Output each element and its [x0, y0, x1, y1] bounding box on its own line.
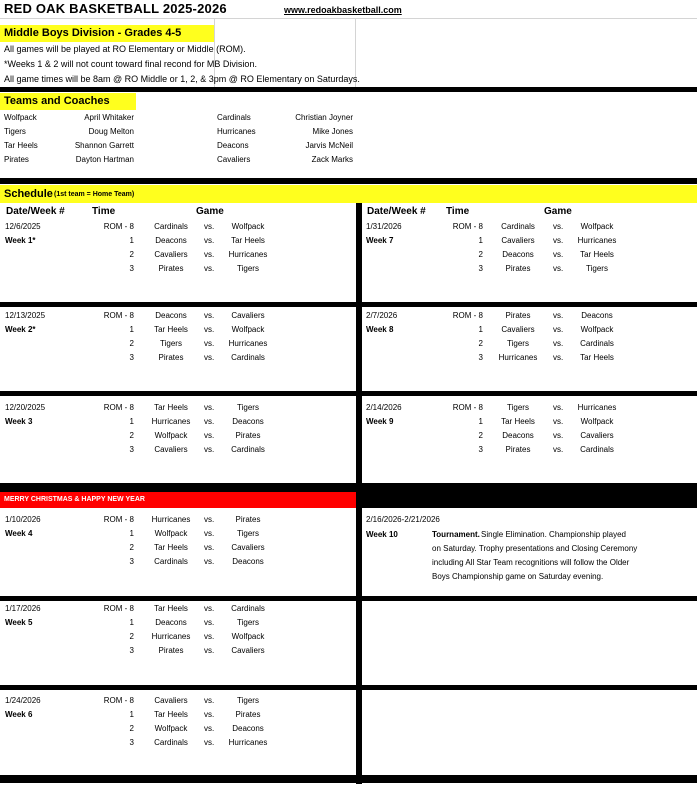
away-team: Hurricanes [577, 236, 617, 245]
vs-label: vs. [204, 632, 215, 641]
week-date: 12/6/2025 [5, 222, 41, 231]
away-team: Cardinals [580, 445, 614, 454]
week-label: Week 2* [5, 325, 36, 334]
game-time: ROM - 8 [452, 311, 483, 320]
away-team: Wolfpack [580, 222, 614, 231]
week-date: 12/13/2025 [5, 311, 46, 320]
note-1: All games will be played at RO Elementary or Middle (ROM). [4, 44, 246, 54]
week-date: 12/20/2025 [5, 403, 46, 412]
vs-label: vs. [204, 417, 215, 426]
away-team: Tigers [237, 618, 259, 627]
vs-label: vs. [204, 222, 215, 231]
game-time: 2 [478, 250, 483, 259]
away-team: Cavaliers [231, 311, 265, 320]
home-team: Pirates [158, 353, 184, 362]
vs-label: vs. [204, 696, 215, 705]
vs-label: vs. [553, 222, 564, 231]
week-separator [0, 391, 697, 396]
vs-label: vs. [204, 264, 215, 273]
week10-date: 2/16/2026-2/21/2026 [366, 515, 440, 524]
division-heading [0, 25, 214, 42]
vs-label: vs. [553, 353, 564, 362]
away-team: Hurricanes [577, 403, 617, 412]
vs-label: vs. [553, 250, 564, 259]
coach-name: Christian Joyner [295, 113, 353, 122]
home-team: Tigers [507, 339, 529, 348]
vs-label: vs. [204, 543, 215, 552]
home-team: Cavaliers [501, 325, 535, 334]
col-header-time: Time [92, 206, 116, 217]
game-time: 3 [129, 557, 134, 566]
week10-label: Week 10 [366, 530, 398, 539]
home-team: Deacons [155, 311, 187, 320]
week-date: 1/17/2026 [5, 604, 41, 613]
away-team: Tigers [586, 264, 608, 273]
team-name: Pirates [4, 155, 29, 164]
home-team: Pirates [505, 264, 531, 273]
home-team: Tar Heels [501, 417, 535, 426]
col-header-date: Date/Week # [367, 206, 426, 217]
away-team: Deacons [232, 557, 264, 566]
vs-label: vs. [553, 417, 564, 426]
home-team: Cardinals [154, 557, 188, 566]
game-time: ROM - 8 [452, 403, 483, 412]
week-date: 2/7/2026 [366, 311, 398, 320]
vs-label: vs. [553, 325, 564, 334]
holiday-banner [0, 492, 356, 508]
home-team: Wolfpack [154, 431, 188, 440]
home-team: Hurricanes [151, 632, 191, 641]
game-time: 3 [478, 264, 483, 273]
week-date: 1/31/2026 [366, 222, 402, 231]
col-header-date: Date/Week # [6, 206, 65, 217]
home-team: Hurricanes [151, 417, 191, 426]
vs-label: vs. [553, 311, 564, 320]
game-time: ROM - 8 [452, 222, 483, 231]
page-title: RED OAK BASKETBALL 2025-2026 [4, 1, 227, 16]
game-time: 2 [478, 431, 483, 440]
game-time: 1 [129, 236, 134, 245]
week10-description-line: including All Star Team recognitions will follow the Older [432, 558, 630, 567]
team-name: Cardinals [217, 113, 251, 122]
home-team: Pirates [158, 646, 184, 655]
home-team: Tar Heels [154, 403, 188, 412]
note-2: *Weeks 1 & 2 will not count toward final recond for MB Division. [4, 59, 257, 69]
week-label: Week 1* [5, 236, 36, 245]
game-time: 2 [478, 339, 483, 348]
game-time: 1 [478, 325, 483, 334]
vs-label: vs. [204, 710, 215, 719]
home-team: Cavaliers [154, 445, 188, 454]
away-team: Tar Heels [580, 353, 614, 362]
team-name: Wolfpack [4, 113, 37, 122]
game-time: ROM - 8 [103, 222, 134, 231]
week10-tournament-label: Tournament. [432, 530, 480, 539]
schedule-heading [0, 185, 697, 203]
game-time: 1 [129, 529, 134, 538]
vs-label: vs. [204, 529, 215, 538]
divider-bar [0, 87, 697, 92]
away-team: Wolfpack [231, 222, 265, 231]
coach-name: Zack Marks [311, 155, 353, 164]
away-team: Cardinals [580, 339, 614, 348]
game-time: 1 [129, 325, 134, 334]
week-label: Week 9 [366, 417, 394, 426]
coach-name: Doug Melton [88, 127, 134, 136]
away-team: Cavaliers [231, 543, 265, 552]
game-time: 1 [129, 710, 134, 719]
week-separator [0, 775, 697, 783]
week-label: Week 3 [5, 417, 33, 426]
game-time: 2 [129, 431, 134, 440]
col-header-game: Game [196, 206, 224, 217]
col-header-time: Time [446, 206, 470, 217]
vs-label: vs. [553, 236, 564, 245]
away-team: Cardinals [231, 445, 265, 454]
away-team: Tigers [237, 264, 259, 273]
vs-label: vs. [204, 604, 215, 613]
home-team: Deacons [155, 236, 187, 245]
home-team: Hurricanes [498, 353, 538, 362]
week-date: 1/10/2026 [5, 515, 41, 524]
away-team: Tigers [237, 529, 259, 538]
week-date: 1/24/2026 [5, 696, 41, 705]
schedule-subheading-text: (1st team = Home Team) [54, 191, 135, 198]
game-time: ROM - 8 [103, 604, 134, 613]
vs-label: vs. [553, 445, 564, 454]
away-team: Wolfpack [231, 325, 265, 334]
home-team: Tigers [507, 403, 529, 412]
away-team: Wolfpack [580, 325, 614, 334]
home-team: Deacons [502, 431, 534, 440]
week-label: Week 8 [366, 325, 394, 334]
divider-bar [0, 178, 697, 184]
game-time: 2 [129, 543, 134, 552]
vs-label: vs. [204, 339, 215, 348]
coach-name: Dayton Hartman [75, 155, 134, 164]
away-team: Hurricanes [228, 738, 268, 747]
vs-label: vs. [204, 403, 215, 412]
home-team: Tar Heels [154, 604, 188, 613]
vs-label: vs. [204, 515, 215, 524]
away-team: Cavaliers [580, 431, 614, 440]
holiday-banner-fill [356, 492, 697, 508]
week10-description-line: Single Elimination. Championship played [481, 530, 626, 539]
week-separator [0, 302, 697, 307]
game-time: 3 [129, 445, 134, 454]
week-separator [0, 685, 697, 690]
game-time: 2 [129, 339, 134, 348]
game-time: 3 [129, 353, 134, 362]
away-team: Pirates [235, 710, 261, 719]
away-team: Deacons [232, 724, 264, 733]
game-time: ROM - 8 [103, 696, 134, 705]
teams-heading-text: Teams and Coaches [4, 95, 110, 107]
vs-label: vs. [204, 557, 215, 566]
home-team: Cardinals [501, 222, 535, 231]
game-time: 3 [478, 353, 483, 362]
game-time: 2 [129, 724, 134, 733]
away-team: Cardinals [231, 353, 265, 362]
schedule-heading-text: Schedule [4, 188, 53, 200]
vs-label: vs. [553, 431, 564, 440]
week-date: 2/14/2026 [366, 403, 402, 412]
team-name: Cavaliers [217, 155, 251, 164]
game-time: 1 [129, 417, 134, 426]
home-team: Cavaliers [501, 236, 535, 245]
away-team: Hurricanes [228, 339, 268, 348]
home-team: Pirates [505, 311, 531, 320]
team-name: Hurricanes [217, 127, 256, 136]
game-time: 1 [478, 236, 483, 245]
division-heading-text: Middle Boys Division - Grades 4-5 [4, 27, 182, 39]
vs-label: vs. [553, 403, 564, 412]
away-team: Tar Heels [231, 236, 265, 245]
game-time: 3 [129, 646, 134, 655]
team-name: Deacons [217, 141, 249, 150]
game-time: 3 [478, 445, 483, 454]
vs-label: vs. [553, 264, 564, 273]
holiday-banner-text: MERRY CHRISTMAS & HAPPY NEW YEAR [4, 496, 145, 503]
home-team: Tar Heels [154, 325, 188, 334]
coach-name: April Whitaker [84, 113, 134, 122]
vs-label: vs. [204, 618, 215, 627]
vs-label: vs. [204, 738, 215, 747]
vs-label: vs. [204, 236, 215, 245]
away-team: Tigers [237, 696, 259, 705]
away-team: Pirates [235, 431, 261, 440]
game-time: 1 [478, 417, 483, 426]
vs-label: vs. [204, 250, 215, 259]
vs-label: vs. [204, 724, 215, 733]
website-link[interactable]: www.redoakbasketball.com [284, 5, 402, 15]
away-team: Wolfpack [231, 632, 265, 641]
away-team: Tigers [237, 403, 259, 412]
vs-label: vs. [553, 339, 564, 348]
home-team: Cardinals [154, 222, 188, 231]
coach-name: Mike Jones [312, 127, 353, 136]
week-label: Week 7 [366, 236, 394, 245]
week10-description-line: Boys Championship game on Saturday evening. [432, 572, 604, 581]
home-team: Cardinals [154, 738, 188, 747]
home-team: Wolfpack [154, 724, 188, 733]
home-team: Cavaliers [154, 250, 188, 259]
game-time: ROM - 8 [103, 403, 134, 412]
game-time: 3 [129, 264, 134, 273]
vs-label: vs. [204, 431, 215, 440]
away-team: Cavaliers [231, 646, 265, 655]
home-team: Cavaliers [154, 696, 188, 705]
away-team: Wolfpack [580, 417, 614, 426]
game-time: 1 [129, 618, 134, 627]
game-time: 3 [129, 738, 134, 747]
home-team: Hurricanes [151, 515, 191, 524]
home-team: Tar Heels [154, 543, 188, 552]
home-team: Pirates [158, 264, 184, 273]
coach-name: Shannon Garrett [74, 141, 134, 150]
week-label: Week 6 [5, 710, 33, 719]
team-name: Tar Heels [4, 141, 38, 150]
week-label: Week 4 [5, 529, 33, 538]
home-team: Wolfpack [154, 529, 188, 538]
away-team: Tar Heels [580, 250, 614, 259]
week-separator [0, 596, 697, 601]
week-separator [0, 483, 697, 492]
away-team: Deacons [232, 417, 264, 426]
coach-name: Jarvis McNeil [305, 141, 353, 150]
home-team: Deacons [502, 250, 534, 259]
vs-label: vs. [204, 353, 215, 362]
vs-label: vs. [204, 325, 215, 334]
home-team: Tigers [160, 339, 182, 348]
week10-description-line: on Saturday. Trophy presentations and Closing Ceremony [432, 544, 638, 553]
away-team: Cardinals [231, 604, 265, 613]
home-team: Tar Heels [154, 710, 188, 719]
game-time: 2 [129, 250, 134, 259]
vs-label: vs. [204, 646, 215, 655]
game-time: 2 [129, 632, 134, 641]
game-time: ROM - 8 [103, 311, 134, 320]
week-label: Week 5 [5, 618, 33, 627]
vs-label: vs. [204, 311, 215, 320]
home-team: Deacons [155, 618, 187, 627]
away-team: Pirates [235, 515, 261, 524]
col-header-game: Game [544, 206, 572, 217]
teams-heading [0, 93, 136, 110]
home-team: Pirates [505, 445, 531, 454]
away-team: Hurricanes [228, 250, 268, 259]
note-3: All game times will be 8am @ RO Middle or 1, 2, & 3pm @ RO Elementary on Saturdays. [4, 74, 360, 84]
away-team: Deacons [581, 311, 613, 320]
game-time: ROM - 8 [103, 515, 134, 524]
vs-label: vs. [204, 445, 215, 454]
team-name: Tigers [4, 127, 26, 136]
